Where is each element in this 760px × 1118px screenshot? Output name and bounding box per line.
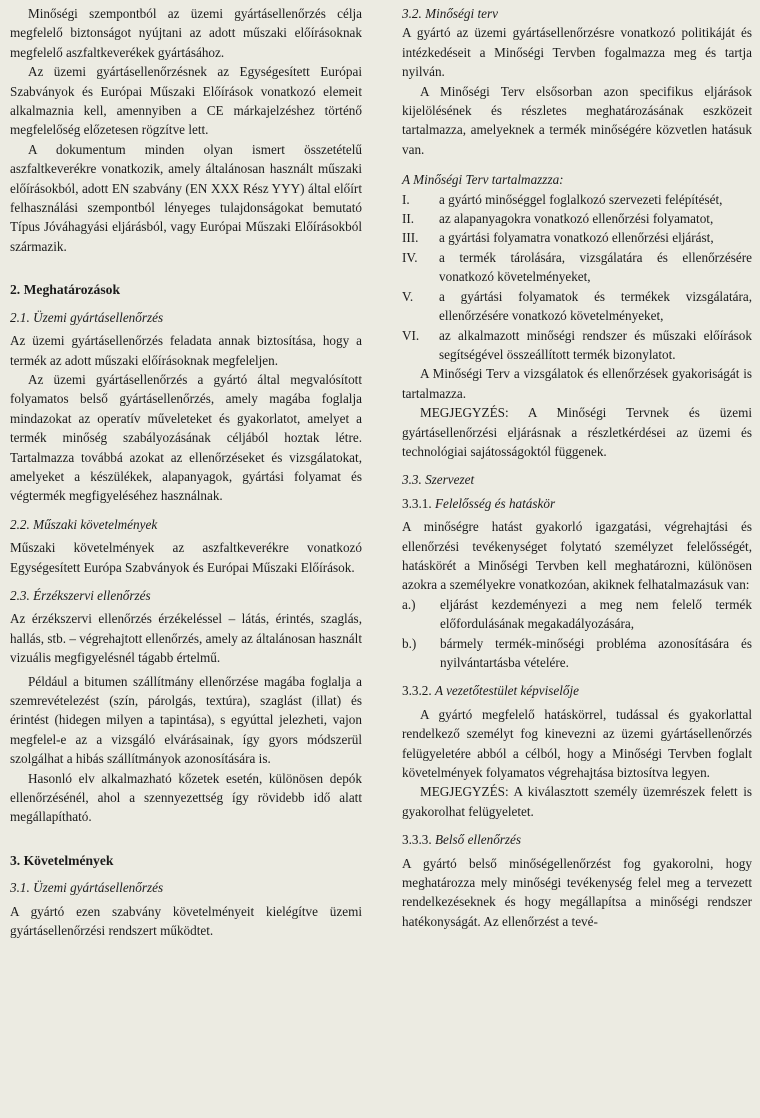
subsection-heading-2-3: 2.3. Érzékszervi ellenőrzés: [10, 587, 151, 603]
list-item: [402, 228, 752, 247]
list-item: [402, 326, 752, 365]
intro-paragraph-2: Az üzemi gyártásellenőrzésnek az Egységesített Európai Szabványok és Európai Műszaki Előírások vonatkozó elemeit alkalmaznia kell, amennyiben a CE márkajelzéshez történő megfelelőség előzetesen rögzítve lett.: [10, 64, 362, 138]
subsection-heading-3-3-3: [402, 830, 752, 849]
list-item-text: a termék tárolására, vizsgálatára és ellenőrzésére vonatkozó követelményeket,: [439, 249, 752, 285]
note-paragraph-1: MEGJEGYZÉS: A Minőségi Tervnek és üzemi gyártásellenőrzési eljárásnak a részletkérdései az üzemi és technológiai sajátosságoktól függenek.: [402, 405, 752, 459]
left-column: [10, 4, 362, 940]
list-item: [402, 634, 752, 673]
paragraph-2-2: Műszaki követelmények az aszfaltkeverékre vonatkozó Egységesített Európa Szabványok és Európai Műszaki Előírások.: [10, 540, 362, 575]
paragraph-2-1-a: Az üzemi gyártásellenőrzés feladata annak biztosítása, hogy a termék az adott műszaki előírásoknak megfeleljen.: [10, 333, 362, 368]
paragraph-2-3-b: Például a bitumen szállítmány ellenőrzése magába foglalja a szemrevételezést (szín, párolgás, textúra), szaglást (illat) és érintést (hidegen milyen a tapintása), s egyúttal jelezheti, vajon megfelel-e az a vizsgáló elvárásainak, így gyors módszerül szolgálhat a hibás szállítmányok azonosítására is.: [10, 673, 362, 767]
heading-title: A vezetőtestület képviselője: [434, 683, 579, 699]
paragraph-3-3-1: A minőségre hatást gyakorló igazgatási, végrehajtási és ellenőrzési tevékenységet folytató személyzet felelősségét, hatáskörét a Minőségi Tervben kell meghatározni, különösen azokra a személyekre vonatkozóan, akiknek felhatalmazásuk van:: [402, 519, 752, 593]
list-item-number: a.): [402, 596, 416, 612]
heading-number: 3.3.1.: [402, 495, 432, 511]
list-item-text: az alapanyagokra vonatkozó ellenőrzési folyamatot,: [439, 211, 714, 227]
list-item: [402, 287, 752, 326]
intro-paragraph-1: Minőségi szempontból az üzemi gyártásellenőrzés célja megfelelő biztonságot nyújtani az adott műszaki előírásoknak megfelelő aszfaltkeverékek gyártásához.: [10, 6, 362, 60]
list-item: [402, 190, 752, 209]
authority-list: [402, 595, 752, 673]
paragraph-2-3-a: Az érzékszervi ellenőrzés érzékeléssel – látás, érintés, szaglás, hallás, stb. – végrehajtott ellenőrzés, amely az általánosan használt vizuális megfigyelésnél tágabb értelmű.: [10, 611, 362, 666]
quality-plan-list-title: A Minőségi Terv tartalmazzza:: [402, 172, 564, 188]
subsection-heading-3-3-1: [402, 494, 752, 513]
paragraph-2-3-c: Hasonló elv alkalmazható kőzetek esetén, különösen depók ellenőrzésénél, ahol a szennyezettség így rövidebb idő alatt megállapítható.: [10, 770, 362, 825]
quality-plan-list: [402, 190, 752, 365]
subsection-heading-3-3-2: [402, 681, 752, 700]
list-item: [402, 595, 752, 634]
list-item-number: IV.: [402, 249, 418, 265]
list-item-number: VI.: [402, 327, 420, 343]
list-item-text: a gyártási folyamatok és termékek vizsgálatára, ellenőrzésére vonatkozó követelményeket,: [439, 288, 752, 324]
section-heading-3: 3. Követelmények: [10, 852, 114, 868]
paragraph-2-1-b: Az üzemi gyártásellenőrzés a gyártó által megvalósított folyamatos belső gyártásellenőrzés, amely magába foglalja mindazokat az operatív műveleteket és gyakorlatot, amelyet a termék minőség szabályozásának céljából hoztak létre. Tartalmazza továbbá azokat az ellenőrzéseket és vizsgálatokat, amelyeket a készülékek, alapanyagok, gyártási folyamat és végtermék megfigyeléséhez használnak.: [10, 371, 362, 504]
list-item-number: I.: [402, 191, 410, 207]
list-item-text: eljárást kezdeményezi a meg nem felelő termék előfordulásának megakadályozására,: [440, 596, 752, 632]
paragraph-3-2-a: A gyártó az üzemi gyártásellenőrzésre vonatkozó politikáját és intézkedéseit a Minőségi Tervben fogalmazza meg és tartja nyilván.: [402, 25, 752, 80]
heading-number: 3.3.2.: [402, 683, 432, 699]
intro-paragraph-3: A dokumentum minden olyan ismert összetételű aszfaltkeverékre vonatkozik, amely általánosan használt műszaki előírásokból, adott EN szabvány (EN XXX Rész YYY) által előírt felhasználási szempontból lényeges tulajdonságokat bemutató Típus Jóváhagyási eljárásból, vagy Európai Műszaki Előírásokból származik.: [10, 141, 362, 254]
list-item: [402, 209, 752, 228]
subsection-heading-3-3: 3.3. Szervezet: [402, 472, 475, 488]
heading-number: 3.3.3.: [402, 832, 432, 848]
list-item-text: bármely termék-minőségi probléma azonosítására és nyilvántartásba vételére.: [440, 635, 752, 670]
paragraph-3-3-3: A gyártó belső minőségellenőrzést fog gyakorolni, hogy meghatározza mely minőségi tevékenység felel meg a tervezett rendelkezéseknek és hogy megállapítsa a minőségi rendszer hatékonyságát. Az ellenőrzést a tevé-: [402, 855, 752, 929]
paragraph-3-1: A gyártó ezen szabvány követelményeit kielégítve üzemi gyártásellenőrzési rendszert működtet.: [10, 903, 362, 939]
list-item-text: a gyártó minőséggel foglalkozó szervezeti felépítését,: [439, 191, 723, 207]
list-item-number: III.: [402, 230, 419, 246]
subsection-heading-2-1: 2.1. Üzemi gyártásellenőrzés: [10, 309, 164, 325]
list-item-number: II.: [402, 211, 415, 227]
list-item-text: a gyártási folyamatra vonatkozó ellenőrzési eljárást,: [439, 230, 714, 246]
note-paragraph-2: MEGJEGYZÉS: A kiválasztott személy üzemrészek felett is gyakorolhat felügyeletet.: [402, 784, 752, 819]
section-heading-2: 2. Meghatározások: [10, 282, 120, 298]
subsection-heading-3-2: 3.2. Minőségi terv: [402, 6, 498, 21]
subsection-heading-3-1: 3.1. Üzemi gyártásellenőrzés: [10, 880, 164, 896]
heading-title: Belső ellenőrzés: [434, 832, 522, 848]
paragraph-3-3-2: A gyártó megfelelő hatáskörrel, tudással és gyakorlattal rendelkező személyt fog kinevezni az üzemi gyártásellenőrzés felügyeletére abból a célból, hogy a Minőségi Tervben foglalt követelmények folyamatos végrehajtása biztosítva legyen.: [402, 706, 752, 781]
subsection-heading-2-2: 2.2. Műszaki követelmények: [10, 516, 158, 532]
list-item-number: b.): [402, 635, 417, 651]
list-item-text: az alkalmazott minőségi rendszer és műszaki előírások segítségével összeállított termék bizonylatot.: [439, 327, 752, 362]
list-item: [402, 248, 752, 287]
list-item-number: V.: [402, 288, 414, 304]
heading-title: Felelősség és hatáskör: [434, 495, 556, 511]
paragraph-list-after: A Minőségi Terv a vizsgálatok és ellenőrzések gyakoriságát is tartalmazza.: [402, 366, 752, 401]
right-column: [402, 4, 752, 931]
paragraph-3-2-b: A Minőségi Terv elsősorban azon specifikus eljárások kijelölésének és részletes meghatározásának eszközeit tartalmazza, amelyeknek a termék minőségére közvetlen hatásuk van.: [402, 83, 752, 157]
